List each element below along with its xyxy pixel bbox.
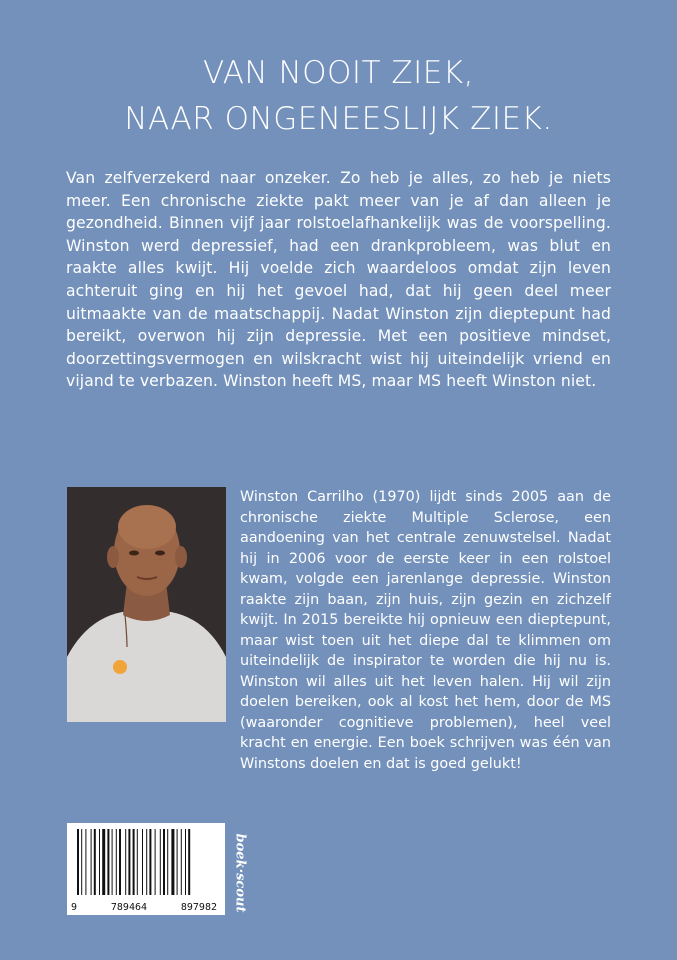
author-portrait-image (67, 487, 226, 722)
barcode-digit-first: 9 (71, 902, 78, 913)
barcode-bars (67, 823, 225, 901)
publisher-name: boek·scout (232, 833, 248, 912)
book-title (0, 50, 677, 142)
publisher-logo (225, 830, 255, 915)
title-line-2: NAAR ONGENEESLIJK ZIEK. (124, 101, 553, 137)
isbn-barcode (67, 823, 225, 915)
intro-paragraph: Van zelfverzekerd naar onzeker. Zo heb je alles, zo heb je niets meer. Een chronische ziekte pakt meer van je af dan alleen je gezondheid. Binnen vijf jaar rolstoelafhankelijk was de voorspelling. Winston werd depressief, had een drankprobleem, was blut en raakte alles kwijt. Hij voelde zich waardeloos omdat zijn leven achteruit ging en hij het gevoel had, dat hij geen deel meer uitmaakte van de maatschappij. Nadat Winston zijn dieptepunt had bereikt, overwon hij zijn depressie. Met een positieve mindset, doorzettingsvermogen en wilskracht wist hij uiteindelijk vriend en vijand te verbazen. Winston heeft MS, maar MS heeft Winston niet. (66, 169, 611, 391)
author-bio: Winston Carrilho (1970) lijdt sinds 2005 aan de chronische ziekte Multiple Sclerose, een aandoening van het centrale zenuwstelsel. Nadat hij in 2006 voor de eerste keer in een rolstoel kwam, volgde een jarenlange depressie. Winston raakte zijn baan, zijn huis, zijn gezin en zichzelf kwijt. In 2015 bereikte hij opnieuw een dieptepunt, maar wist toen uit het diepe dal te klimmen om uiteindelijk de inspirator te worden die hij nu is. Winston wil alles uit het leven halen. Hij wil zijn doelen bereiken, ook al kost het hem, door de MS (waaronder cognitieve problemen), heel veel kracht en energie. Een boek schrijven was één van Winstons doelen en dat is goed gelukt! (240, 489, 611, 772)
barcode-digits-right: 897982 (180, 902, 217, 913)
title-line-1: VAN NOOIT ZIEK, (202, 55, 475, 91)
barcode-digits-left: 789464 (110, 902, 148, 913)
barcode-number (67, 902, 225, 913)
author-photo (67, 487, 226, 722)
